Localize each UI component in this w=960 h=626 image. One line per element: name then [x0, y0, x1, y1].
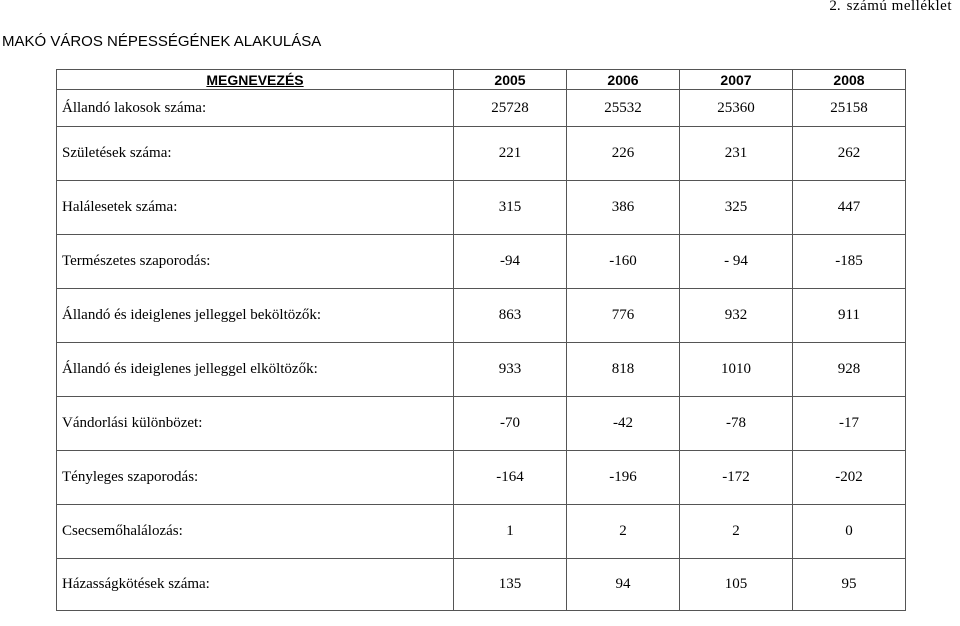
row-label: Állandó és ideiglenes jelleggel beköltözők:: [57, 289, 454, 343]
row-value: 2: [567, 505, 680, 559]
table-row: [57, 397, 906, 451]
row-label: Tényleges szaporodás:: [57, 451, 454, 505]
row-value: -42: [567, 397, 680, 451]
row-label: Vándorlási különbözet:: [57, 397, 454, 451]
row-label: Állandó és ideiglenes jelleggel elköltözők:: [57, 343, 454, 397]
row-value: 932: [680, 289, 793, 343]
row-value: 25158: [793, 90, 906, 127]
table-row: [57, 127, 906, 181]
population-table: [56, 69, 906, 611]
row-label: Természetes szaporodás:: [57, 235, 454, 289]
row-value: 231: [680, 127, 793, 181]
row-label: Halálesetek száma:: [57, 181, 454, 235]
table-header-row: [57, 70, 906, 90]
row-value: 25360: [680, 90, 793, 127]
row-value: -196: [567, 451, 680, 505]
row-label: Házasságkötések száma:: [57, 559, 454, 611]
row-value: 221: [454, 127, 567, 181]
table-row: [57, 451, 906, 505]
row-value: 928: [793, 343, 906, 397]
row-value: -202: [793, 451, 906, 505]
row-value: 262: [793, 127, 906, 181]
row-value: 863: [454, 289, 567, 343]
row-value: 0: [793, 505, 906, 559]
row-value: 325: [680, 181, 793, 235]
row-value: 1: [454, 505, 567, 559]
row-value: 933: [454, 343, 567, 397]
row-value: 105: [680, 559, 793, 611]
header-year: 2007: [680, 70, 793, 90]
row-value: 386: [567, 181, 680, 235]
table-row: [57, 505, 906, 559]
table-row: [57, 559, 906, 611]
header-year: 2006: [567, 70, 680, 90]
row-label: Születések száma:: [57, 127, 454, 181]
row-value: 911: [793, 289, 906, 343]
header-year: 2005: [454, 70, 567, 90]
row-value: -94: [454, 235, 567, 289]
row-value: -160: [567, 235, 680, 289]
row-value: 95: [793, 559, 906, 611]
row-label: Csecsemőhalálozás:: [57, 505, 454, 559]
row-value: 315: [454, 181, 567, 235]
table-row: [57, 289, 906, 343]
row-value: 447: [793, 181, 906, 235]
header-year: 2008: [793, 70, 906, 90]
row-value: 25532: [567, 90, 680, 127]
row-value: 1010: [680, 343, 793, 397]
row-value: 818: [567, 343, 680, 397]
row-value: -70: [454, 397, 567, 451]
annex-number: 2.: [829, 0, 841, 14]
document-title: MAKÓ VÁROS NÉPESSÉGÉNEK ALAKULÁSA: [2, 33, 322, 50]
row-value: 94: [567, 559, 680, 611]
header-megnevezes: [57, 70, 454, 90]
row-value: -78: [680, 397, 793, 451]
row-value: 25728: [454, 90, 567, 127]
table-row: [57, 343, 906, 397]
header-megnevezes-text: MEGNEVEZÉS: [206, 71, 304, 88]
row-value: -185: [793, 235, 906, 289]
table-row: [57, 235, 906, 289]
row-label: Állandó lakosok száma:: [57, 90, 454, 127]
row-value: 2: [680, 505, 793, 559]
row-value: 135: [454, 559, 567, 611]
row-value: -164: [454, 451, 567, 505]
table-row: [57, 181, 906, 235]
row-value: -172: [680, 451, 793, 505]
row-value: 226: [567, 127, 680, 181]
row-value: - 94: [680, 235, 793, 289]
row-value: 776: [567, 289, 680, 343]
table-row: [57, 90, 906, 127]
annex-label: [829, 0, 952, 15]
row-value: -17: [793, 397, 906, 451]
annex-text: számú melléklet: [846, 0, 952, 14]
